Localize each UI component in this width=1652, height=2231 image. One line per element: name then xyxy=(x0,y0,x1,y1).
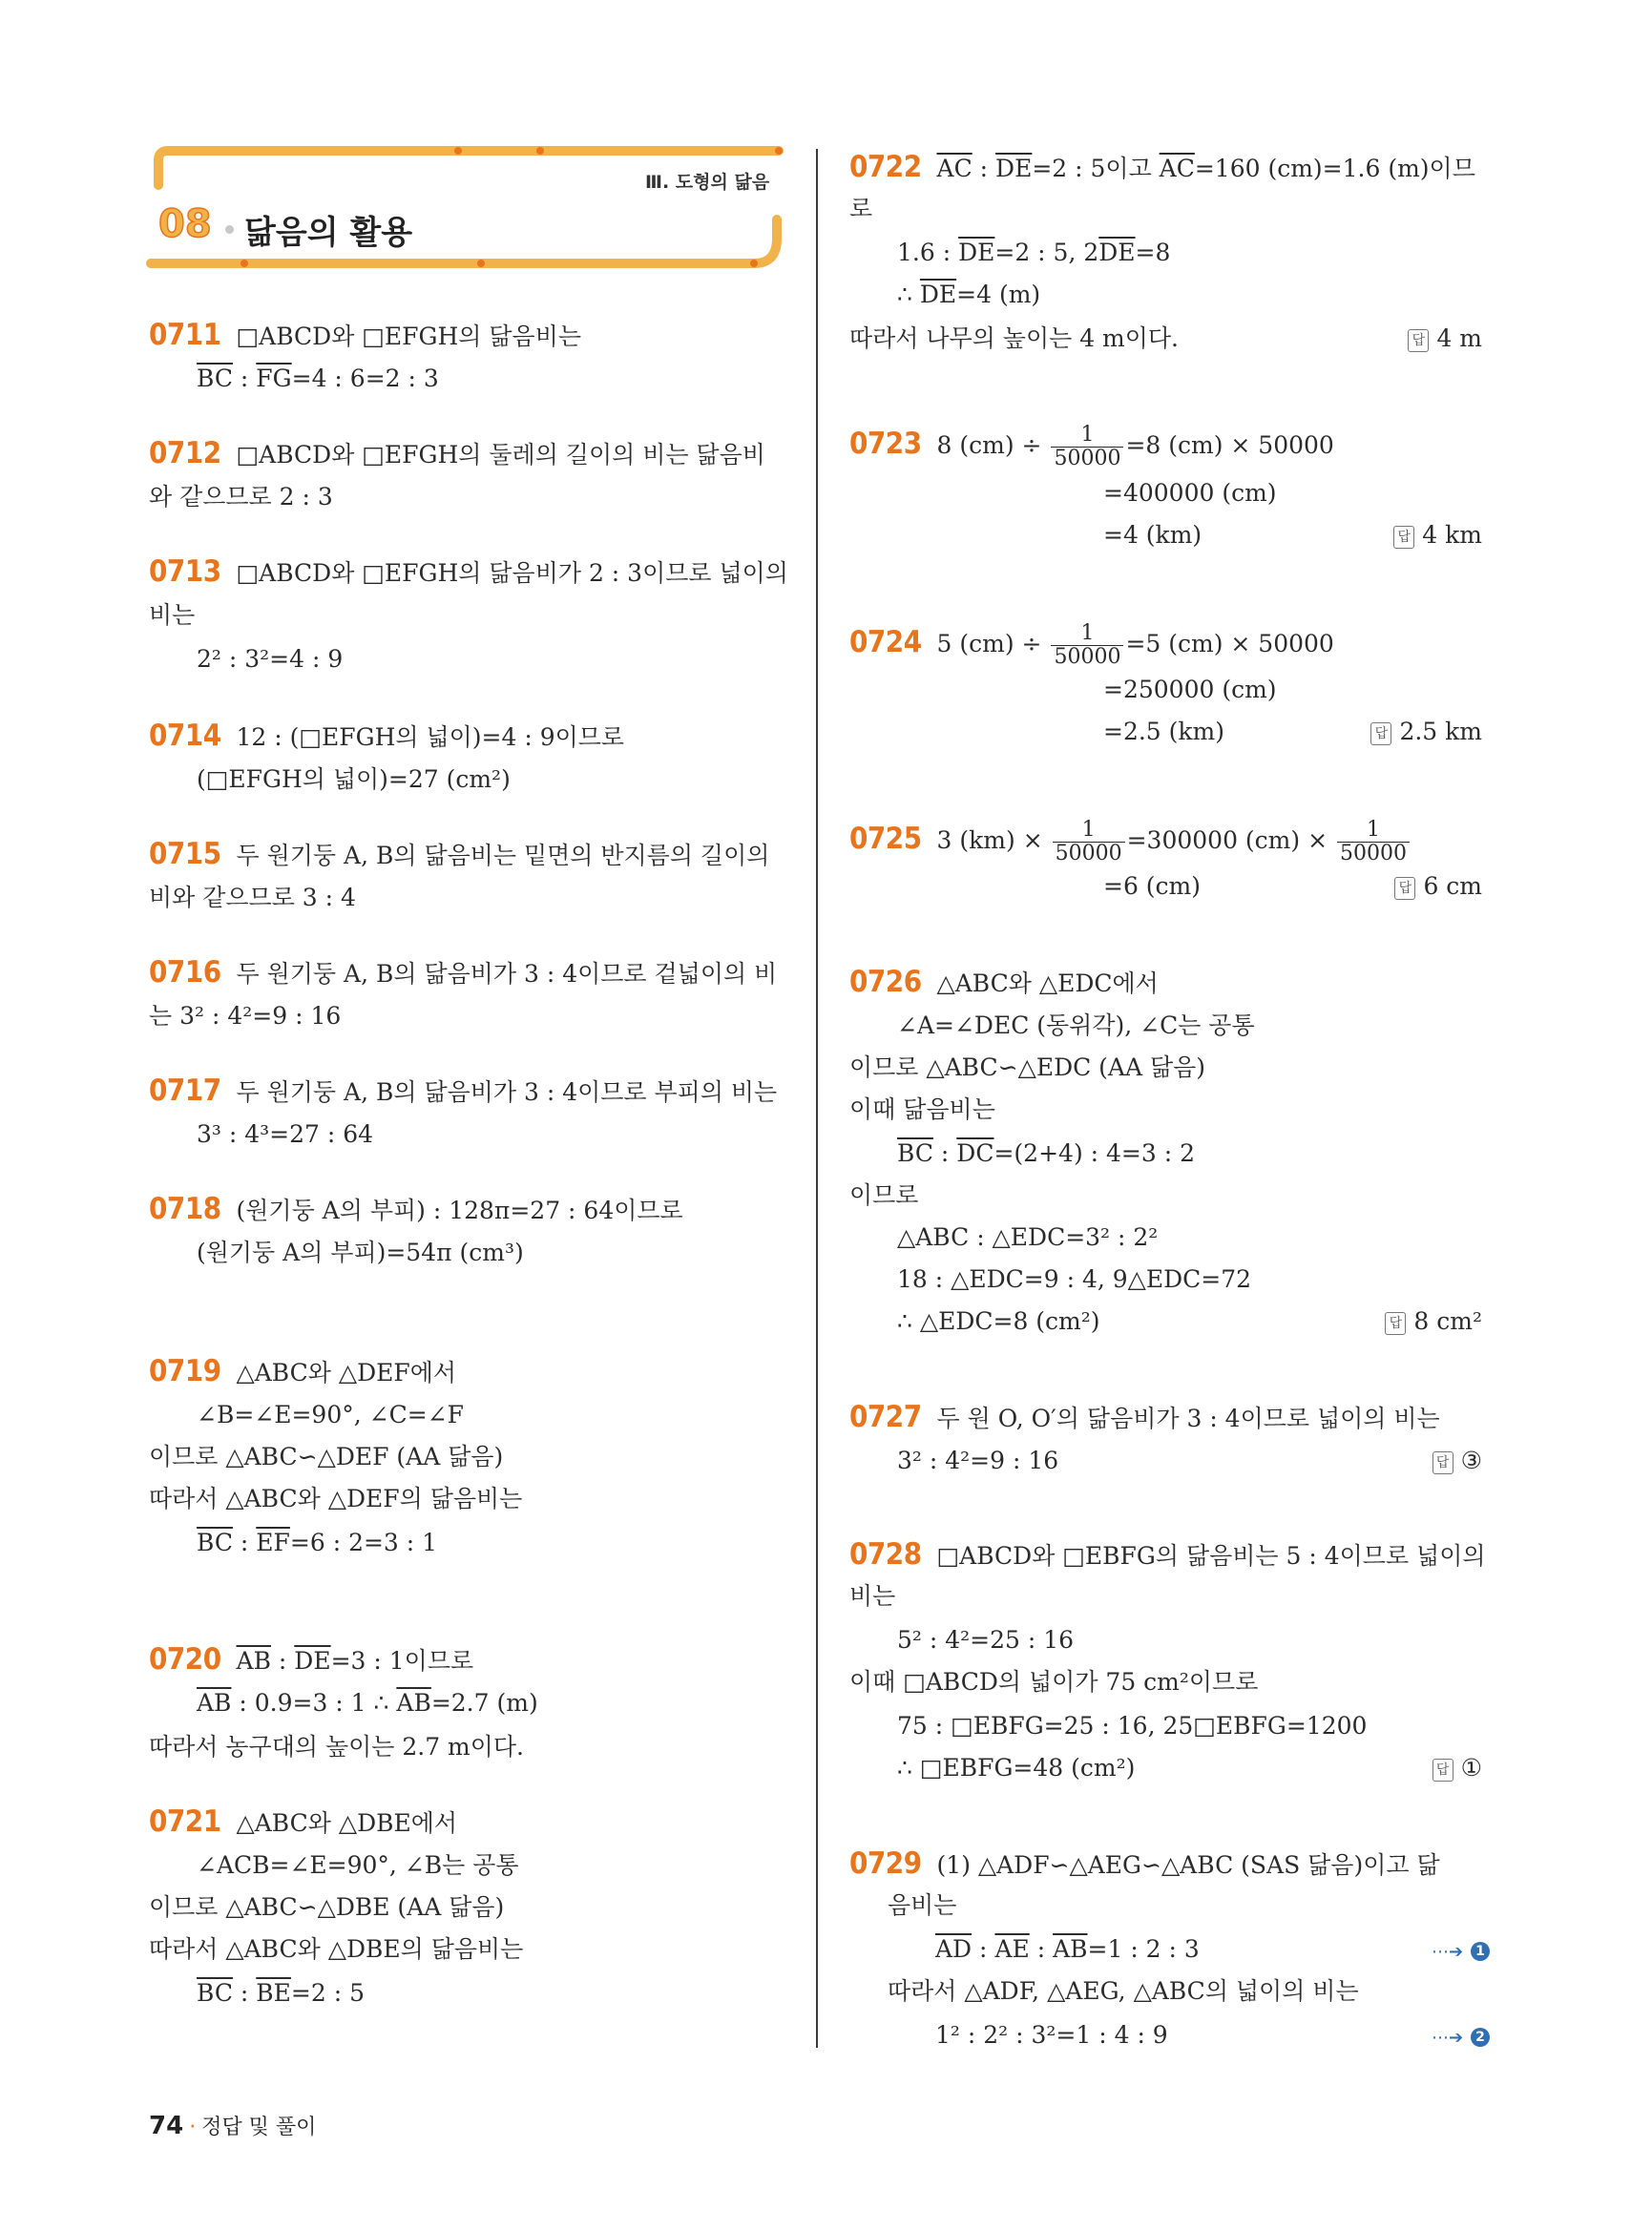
answer xyxy=(1393,521,1482,550)
problem-text: =8 xyxy=(1135,239,1171,266)
answer-text: 4 km xyxy=(1422,521,1482,549)
problem-number: 0713 xyxy=(149,554,221,589)
fraction xyxy=(1053,819,1125,865)
denominator: 50000 xyxy=(1054,645,1121,669)
fraction xyxy=(1051,622,1123,669)
problem-line: 18 : △EDC=9 : 4, 9△EDC=72 xyxy=(897,1265,1252,1293)
problem-text: : xyxy=(972,155,996,182)
problem-line: =2.5 (km) xyxy=(1103,718,1225,745)
segment: $\overline{AC}$ xyxy=(936,155,972,182)
problem-line: 두 원기둥 A, B의 닮음비는 밑면의 반지름의 길이의 xyxy=(236,842,770,869)
problem-number: 0724 xyxy=(849,625,922,659)
problem-text: 8 (cm) ÷ xyxy=(936,431,1050,459)
problem-line: 로 xyxy=(849,195,873,222)
segment: $\overline{BE}$ xyxy=(256,1979,291,2007)
problem-line: 두 원기둥 A, B의 닮음비가 3 : 4이므로 겉넓이의 비 xyxy=(236,960,778,988)
problem-line: 비는 xyxy=(149,601,196,629)
segment: $\overline{BC}$ xyxy=(897,1139,933,1167)
answer xyxy=(1370,718,1482,746)
problem-line: 75 : □EBFG=25 : 16, 25□EBFG=1200 xyxy=(897,1712,1368,1740)
problem-line: 비와 같으므로 3 : 4 xyxy=(149,884,356,911)
problem-text: =4 (m) xyxy=(956,281,1041,308)
answer xyxy=(1432,1447,1482,1475)
step-marker-2: 2 xyxy=(1471,2028,1490,2047)
problem-line: 따라서 △ABC와 △DBE의 닮음비는 xyxy=(149,1935,524,1963)
segment: $\overline{BC}$ xyxy=(197,365,233,392)
problem-line: □ABCD와 □EFGH의 닮음비는 xyxy=(236,323,581,350)
segment: $\overline{AB}$ xyxy=(1053,1935,1088,1963)
problem-number: 0719 xyxy=(149,1354,221,1388)
segment: $\overline{DC}$ xyxy=(956,1139,994,1167)
problem-number: 0729 xyxy=(849,1846,922,1881)
problem-line: ∠A=∠DEC (동위각), ∠C는 공통 xyxy=(897,1011,1255,1039)
problem-line: (원기둥 A의 부피) : 128π=27 : 64이므로 xyxy=(236,1197,683,1224)
column-divider xyxy=(816,149,818,2048)
segment: $\overline{DE}$ xyxy=(958,239,995,266)
problem-text: 1.6 : xyxy=(897,239,959,266)
problem-line: △ABC : △EDC=3² : 2² xyxy=(897,1223,1159,1251)
problem-number: 0723 xyxy=(849,427,922,461)
problem-line: ∴ △EDC=8 (cm²) xyxy=(897,1307,1100,1335)
problem-text: : xyxy=(972,1935,995,1963)
segment: $\overline{DE}$ xyxy=(1098,239,1136,266)
problem-number: 0722 xyxy=(849,150,922,184)
segment: $\overline{AE}$ xyxy=(994,1935,1030,1963)
answer-mark-icon: 답 xyxy=(1408,329,1429,352)
problem-line: 12 : (□EFGH의 넓이)=4 : 9이므로 xyxy=(236,723,625,751)
problem-text: : xyxy=(270,1647,295,1675)
denominator: 50000 xyxy=(1054,447,1121,470)
problem-line: 두 원 O, O′의 닮음비가 3 : 4이므로 넓이의 비는 xyxy=(936,1405,1440,1432)
problem-text: : xyxy=(232,1979,257,2007)
answer-mark-icon: 답 xyxy=(1370,722,1391,745)
fraction xyxy=(1337,819,1410,865)
answer xyxy=(1432,1754,1482,1783)
problem-line: 두 원기둥 A, B의 닮음비가 3 : 4이므로 부피의 비는 xyxy=(236,1078,778,1106)
problem-line: 따라서 △ABC와 △DEF의 닮음비는 xyxy=(149,1485,523,1512)
problem-line: 따라서 나무의 높이는 4 m이다. xyxy=(849,324,1179,352)
problem-number: 0717 xyxy=(149,1074,221,1108)
problem-text: =(2+4) : 4=3 : 2 xyxy=(993,1139,1195,1167)
problem-line: 이므로 △ABC∽△EDC (AA 닮음) xyxy=(849,1053,1206,1081)
segment: $\overline{EF}$ xyxy=(256,1529,290,1556)
problem-line: 와 같으므로 2 : 3 xyxy=(149,483,333,511)
footer-label: 정답 및 풀이 xyxy=(201,2116,317,2139)
denominator: 50000 xyxy=(1055,842,1122,865)
numerator: 1 xyxy=(1051,622,1123,646)
problem-number: 0725 xyxy=(849,822,922,856)
problem-line: □ABCD와 □EBFG의 닮음비는 5 : 4이므로 넓이의 xyxy=(936,1542,1486,1570)
answer-mark-icon: 답 xyxy=(1385,1312,1406,1335)
problem-line: ∠ACB=∠E=90°, ∠B는 공통 xyxy=(197,1851,519,1879)
problem-line: △ABC와 △EDC에서 xyxy=(936,970,1159,997)
problem-number: 0726 xyxy=(849,965,922,999)
problem-text: : xyxy=(1029,1935,1054,1963)
problem-line: (원기둥 A의 부피)=54π (cm³) xyxy=(197,1239,524,1266)
answer-text: 6 cm xyxy=(1423,872,1482,900)
problem-line: 음비는 xyxy=(888,1891,957,1919)
problem-text: =8 (cm) × 50000 xyxy=(1125,431,1334,459)
problem-line: ∠B=∠E=90°, ∠C=∠F xyxy=(197,1401,464,1428)
problem-line: 3³ : 4³=27 : 64 xyxy=(197,1120,374,1148)
segment: $\overline{BC}$ xyxy=(197,1979,233,2007)
answer-mark-icon: 답 xyxy=(1432,1759,1453,1782)
problem-line: 이므로 △ABC∽△DBE (AA 닮음) xyxy=(149,1893,505,1921)
problem-text: : 0.9=3 : 1 ∴ xyxy=(231,1689,397,1717)
problem-line: 따라서 △ADF, △AEG, △ABC의 넓이의 비는 xyxy=(888,1977,1359,2005)
segment: $\overline{AD}$ xyxy=(935,1935,972,1963)
fraction xyxy=(1051,424,1123,470)
answer-mark-icon: 답 xyxy=(1394,877,1415,900)
problem-number: 0714 xyxy=(149,719,221,753)
section-label: Ⅲ. 도형의 닮음 xyxy=(645,172,770,193)
problem-number: 0720 xyxy=(149,1642,221,1677)
denominator: 50000 xyxy=(1339,842,1407,865)
answer-mark-icon: 답 xyxy=(1393,526,1414,549)
answer-text: ③ xyxy=(1460,1447,1482,1474)
problem-line: 따라서 농구대의 높이는 2.7 m이다. xyxy=(149,1733,524,1761)
problem-number: 0721 xyxy=(149,1804,221,1839)
problem-line: 이때 닮음비는 xyxy=(849,1095,995,1123)
problem-line: =6 (cm) xyxy=(1103,872,1202,900)
segment: $\overline{BC}$ xyxy=(197,1529,233,1556)
answer-text: ① xyxy=(1460,1754,1482,1782)
problem-text: 3 (km) × xyxy=(936,826,1051,854)
problem-number: 0718 xyxy=(149,1192,221,1226)
answer xyxy=(1385,1307,1482,1336)
problem-text: =6 : 2=3 : 1 xyxy=(289,1529,438,1556)
problem-line: =400000 (cm) xyxy=(1103,479,1277,507)
numerator: 1 xyxy=(1051,424,1123,448)
problem-text: =1 : 2 : 3 xyxy=(1087,1935,1200,1963)
problem-number: 0727 xyxy=(849,1400,922,1434)
problem-text: =2 : 5 xyxy=(290,1979,365,2007)
answer-text: 2.5 km xyxy=(1399,718,1482,745)
problem-number: 0711 xyxy=(149,318,221,352)
problem-line: 3² : 4²=9 : 16 xyxy=(897,1447,1059,1474)
problem-line: =4 (km) xyxy=(1103,521,1202,549)
problem-text: =160 (cm)=1.6 (m)이므 xyxy=(1194,155,1475,182)
segment: $\overline{DE}$ xyxy=(995,155,1033,182)
answer-text: 8 cm² xyxy=(1413,1307,1482,1335)
problem-number: 0712 xyxy=(149,436,221,470)
numerator: 1 xyxy=(1053,819,1125,843)
problem-line: 는 3² : 4²=9 : 16 xyxy=(149,1002,342,1030)
segment: $\overline{DE}$ xyxy=(294,1647,331,1675)
problem-line: (1) △ADF∽△AEG∽△ABC (SAS 닮음)이고 닮 xyxy=(936,1851,1440,1879)
page-number: 74 xyxy=(149,2112,184,2140)
answer-mark-icon: 답 xyxy=(1432,1451,1453,1474)
chapter-dot xyxy=(225,225,234,234)
problem-line: 이므로 △ABC∽△DEF (AA 닮음) xyxy=(149,1443,504,1470)
problem-line: 2² : 3²=4 : 9 xyxy=(197,645,344,673)
problem-line: ∴ □EBFG=48 (cm²) xyxy=(897,1754,1136,1782)
problem-number: 0716 xyxy=(149,955,221,990)
problem-text: =3 : 1이므로 xyxy=(330,1647,474,1675)
problem-line: △ABC와 △DBE에서 xyxy=(236,1809,458,1837)
problem-line: 5² : 4²=25 : 16 xyxy=(897,1626,1075,1654)
footer-separator: · xyxy=(189,2116,197,2139)
answer-text: 4 m xyxy=(1436,324,1482,352)
problem-line: 1² : 2² : 3²=1 : 4 : 9 xyxy=(935,2021,1168,2049)
problem-number: 0715 xyxy=(149,837,221,871)
segment: $\overline{AB}$ xyxy=(396,1689,431,1717)
page-footer xyxy=(149,2111,316,2140)
problem-text: =300000 (cm) × xyxy=(1126,826,1335,854)
problem-line: □ABCD와 □EFGH의 닮음비가 2 : 3이므로 넓이의 xyxy=(236,559,788,587)
segment: $\overline{FG}$ xyxy=(256,365,292,392)
arrow-icon: ⋯➔ xyxy=(1432,1942,1464,1962)
problem-text: 5 (cm) ÷ xyxy=(936,630,1050,657)
problem-line: △ABC와 △DEF에서 xyxy=(236,1359,457,1387)
segment: $\overline{AB}$ xyxy=(236,1647,271,1675)
problem-line: =250000 (cm) xyxy=(1103,676,1277,703)
problem-text: =2 : 5이고 xyxy=(1032,155,1160,182)
problem-number: 0728 xyxy=(849,1537,922,1572)
problem-text: =2 : 5, 2 xyxy=(994,239,1099,266)
problem-text: =2.7 (m) xyxy=(430,1689,538,1717)
problem-line: 이므로 xyxy=(849,1181,919,1209)
problem-line: 비는 xyxy=(849,1582,896,1610)
problem-text: : xyxy=(232,365,257,392)
problem-line: 이때 □ABCD의 넓이가 75 cm²이므로 xyxy=(849,1668,1259,1696)
answer xyxy=(1394,872,1482,901)
problem-text: =4 : 6=2 : 3 xyxy=(291,365,439,392)
segment: $\overline{AC}$ xyxy=(1159,155,1195,182)
chapter-banner xyxy=(143,143,792,277)
problem-text: =5 (cm) × 50000 xyxy=(1125,630,1334,657)
problem-text: : xyxy=(232,1529,257,1556)
chapter-title: 닮음의 활용 xyxy=(244,214,413,252)
step-marker-1: 1 xyxy=(1471,1942,1490,1961)
segment: $\overline{DE}$ xyxy=(919,281,957,308)
chapter-number: 08 xyxy=(158,202,212,246)
numerator: 1 xyxy=(1337,819,1410,843)
problem-line: □ABCD와 □EFGH의 둘레의 길이의 비는 닮음비 xyxy=(236,441,765,469)
segment: $\overline{AB}$ xyxy=(197,1689,232,1717)
arrow-icon: ⋯➔ xyxy=(1432,2028,1464,2048)
problem-line: (□EFGH의 넓이)=27 (cm²) xyxy=(197,765,511,793)
answer xyxy=(1408,324,1482,353)
problem-text: ∴ xyxy=(897,281,920,308)
problem-text: : xyxy=(932,1139,957,1167)
